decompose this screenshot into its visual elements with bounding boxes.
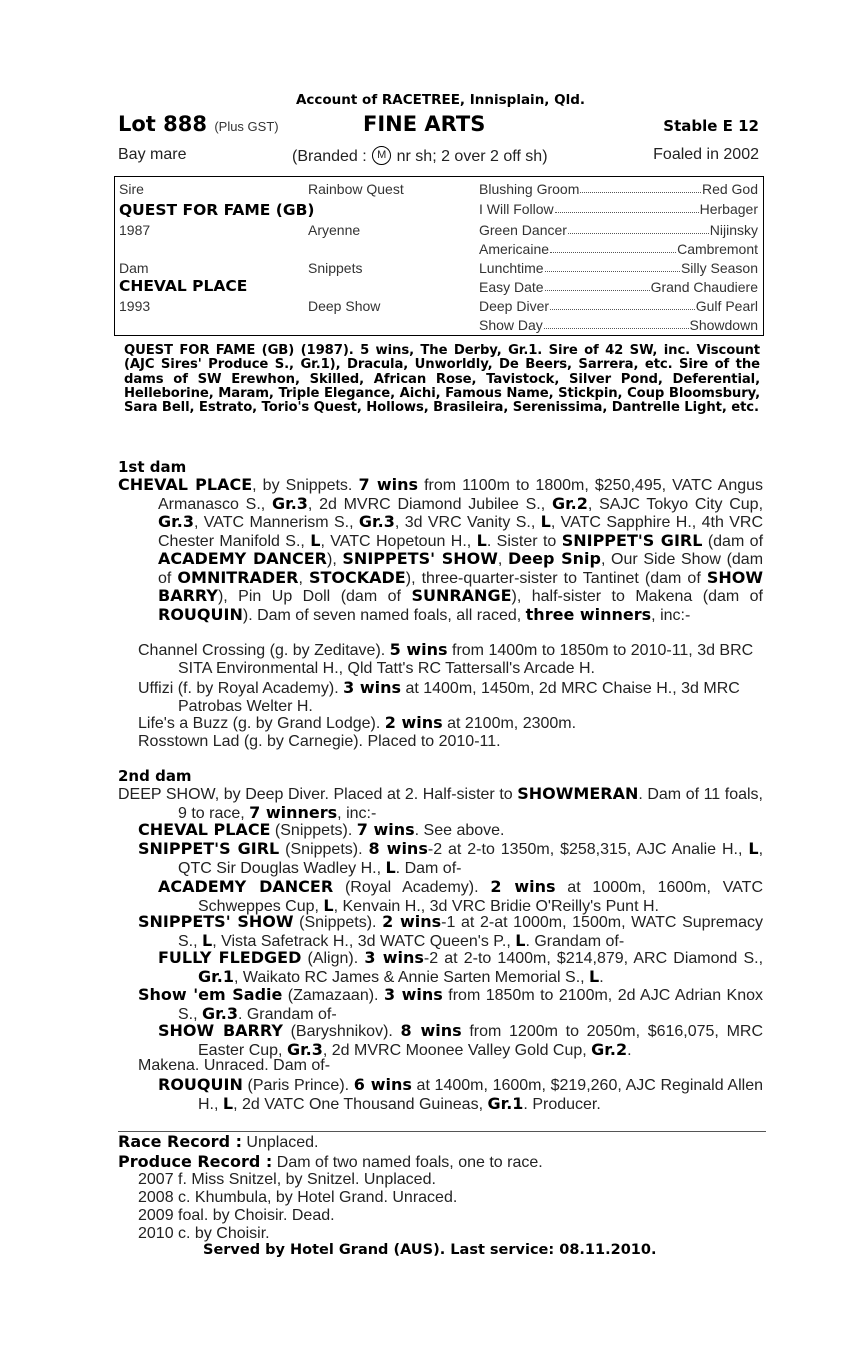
progeny-entry: ROUQUIN (Paris Prince). 6 wins at 1400m, 1600m, $219,260, AJC Reginald Allen H., L, 2d VATC One Thousand Guineas, Gr.1. Producer. xyxy=(158,1075,763,1113)
second-dam-heading: 2nd dam xyxy=(118,767,192,785)
gen3-row: Deep Diver Gulf Pearl xyxy=(479,298,758,314)
brand-mark-icon: M xyxy=(372,146,391,165)
foal-entry: Uffizi (f. by Royal Academy). 3 wins at 1400m, 1450m, 2d MRC Chaise H., 3d MRC Patrobas Welter H. xyxy=(138,678,740,715)
dam-sire: Snippets xyxy=(308,260,363,276)
dam-year: 1993 xyxy=(119,298,151,314)
sire-name: QUEST FOR FAME (GB) xyxy=(119,201,315,219)
first-dam-heading: 1st dam xyxy=(118,458,187,476)
vendor-account: Account of RACETREE, Innisplain, Qld. xyxy=(295,92,586,108)
brand-suffix: nr sh; 2 over 2 off sh) xyxy=(396,148,548,165)
sire-dam: Aryenne xyxy=(308,222,361,238)
gen3-row: Show Day Showdown xyxy=(479,317,758,333)
produce-record: Produce Record : Dam of two named foals, one to race. xyxy=(118,1152,543,1171)
lot-number xyxy=(118,112,279,136)
pedigree-table xyxy=(114,176,764,336)
produce-item: 2010 c. by Choisir. xyxy=(138,1225,270,1242)
gen3-row: I Will Follow Herbager xyxy=(479,201,758,217)
dam-dam: Deep Show xyxy=(308,298,381,314)
progeny-entry: SNIPPETS' SHOW (Snippets). 2 wins-1 at 2-at 1000m, 1500m, WATC Supremacy S., L, Vista Safetrack H., 3d WATC Queen's P., L. Grandam of- xyxy=(138,912,763,950)
first-dam-paragraph: CHEVAL PLACE, by Snippets. 7 wins from 1100m to 1800m, $250,495, VATC Angus Armanasco S., Gr.3, 2d MVRC Diamond Jubilee S., Gr.2, SAJC Tokyo City Cup, Gr.3, VATC Mannerism S., Gr.3, 3d VRC Vanity S., L, VATC Sapphire H., 4th VRC Chester Manifold S., L, VATC Hopetoun H., L. Sister to SNIPPET'S GIRL (dam of ACADEMY DANCER), SNIPPETS' SHOW, Deep Snip, Our Side Show (dam of OMNITRADER, STOCKADE), three-quarter-sister to Tantinet (dam of SHOW BARRY), Pin Up Doll (dam of SUNRANGE), half-sister to Makena (dam of ROUQUIN). Dam of seven named foals, all raced, three winners, inc:- xyxy=(118,475,764,624)
second-dam-intro: DEEP SHOW, by Deep Diver. Placed at 2. Half-sister to SHOWMERAN. Dam of 11 foals, 9 to race, 7 winners, inc:- xyxy=(118,784,764,822)
produce-item: 2007 f. Miss Snitzel, by Snitzel. Unplaced. xyxy=(138,1171,436,1188)
gen3-row: Lunchtime Silly Season xyxy=(479,260,758,276)
progeny-entry: Makena. Unraced. Dam of- xyxy=(138,1057,331,1074)
progeny-entry: FULLY FLEDGED (Align). 3 wins-2 at 2-to 1400m, $214,879, ARC Diamond S., Gr.1, Waikato RC James & Annie Sarten Memorial S., L. xyxy=(158,948,764,986)
foal-entry: Channel Crossing (g. by Zeditave). 5 wins from 1400m to 1850m to 2010-11, 3d BRC SITA Environmental H., Qld Tatt's RC Tattersall's Arcade H. xyxy=(138,640,754,677)
progeny-entry: SNIPPET'S GIRL (Snippets). 8 wins-2 at 2-to 1350m, $258,315, AJC Analie H., L, QTC Sir Douglas Wadley H., L. Dam of- xyxy=(138,839,764,877)
gen3-row: Blushing Groom Red God xyxy=(479,181,758,197)
sire-label: Sire xyxy=(119,181,144,197)
gen3-row: Americaine Cambremont xyxy=(479,241,758,257)
brand-description xyxy=(292,146,548,166)
foal-entry: Rosstown Lad (g. by Carnegie). Placed to 2010-11. xyxy=(138,733,501,750)
progeny-entry: ACADEMY DANCER (Royal Academy). 2 wins at 1000m, 1600m, VATC Schweppes Cup, L, Kenvain H., 3d VRC Bridie O'Reilly's Punt H. xyxy=(158,877,763,915)
sire-sire: Rainbow Quest xyxy=(308,181,404,197)
race-record: Race Record : Unplaced. xyxy=(118,1132,319,1151)
foal-entry: Life's a Buzz (g. by Grand Lodge). 2 wins at 2100m, 2300m. xyxy=(138,713,577,732)
produce-item: 2009 foal. by Choisir. Dead. xyxy=(138,1207,335,1224)
sire-summary: QUEST FOR FAME (GB) (1987). 5 wins, The Derby, Gr.1. Sire of 42 SW, inc. Viscount (AJC Sires' Produce S., Gr.1), Dracula, Unworldly, De Beers, Sarrera, etc. Sire of the dams of SW Erewhon, Skilled, African Rose, Tavistock, Silver Pond, Deferential, Helleborine, Maram, Triple Elegance, Aichi, Famous Name, Stickpin, Coup Bloomsbury, Sara Bell, Estrato, Torio's Quest, Hollows, Brasileira, Serenissima, Dantrelle Light, etc. xyxy=(124,343,760,416)
stable-location: Stable E 12 xyxy=(663,117,759,135)
dam-label: Dam xyxy=(119,260,149,276)
lot-label: Lot 888 xyxy=(118,112,207,136)
sire-year: 1987 xyxy=(119,222,151,238)
progeny-entry: SHOW BARRY (Baryshnikov). 8 wins from 1200m to 2050m, $616,075, MRC Easter Cup, Gr.3, 2d MVRC Moonee Valley Gold Cup, Gr.2. xyxy=(158,1021,764,1059)
progeny-entry: Show 'em Sadie (Zamazaan). 3 wins from 1850m to 2100m, 2d AJC Adrian Knox S., Gr.3. Grandam of- xyxy=(138,985,764,1023)
gen3-row: Green Dancer Nijinsky xyxy=(479,222,758,238)
horse-name: FINE ARTS xyxy=(363,112,486,136)
produce-item: 2008 c. Khumbula, by Hotel Grand. Unraced. xyxy=(138,1189,458,1206)
brand-prefix: (Branded : xyxy=(292,148,367,165)
colour-sex: Bay mare xyxy=(118,146,187,163)
progeny-entry: CHEVAL PLACE (Snippets). 7 wins. See above. xyxy=(138,820,505,839)
lot-header-row xyxy=(118,112,763,142)
lot-gst-note: (Plus GST) xyxy=(214,119,279,134)
dam-name: CHEVAL PLACE xyxy=(119,277,248,295)
served-by-note: Served by Hotel Grand (AUS). Last service: 08.11.2010. xyxy=(203,1242,657,1258)
foaled-year: Foaled in 2002 xyxy=(653,146,759,163)
gen3-row: Easy Date Grand Chaudiere xyxy=(479,279,758,295)
